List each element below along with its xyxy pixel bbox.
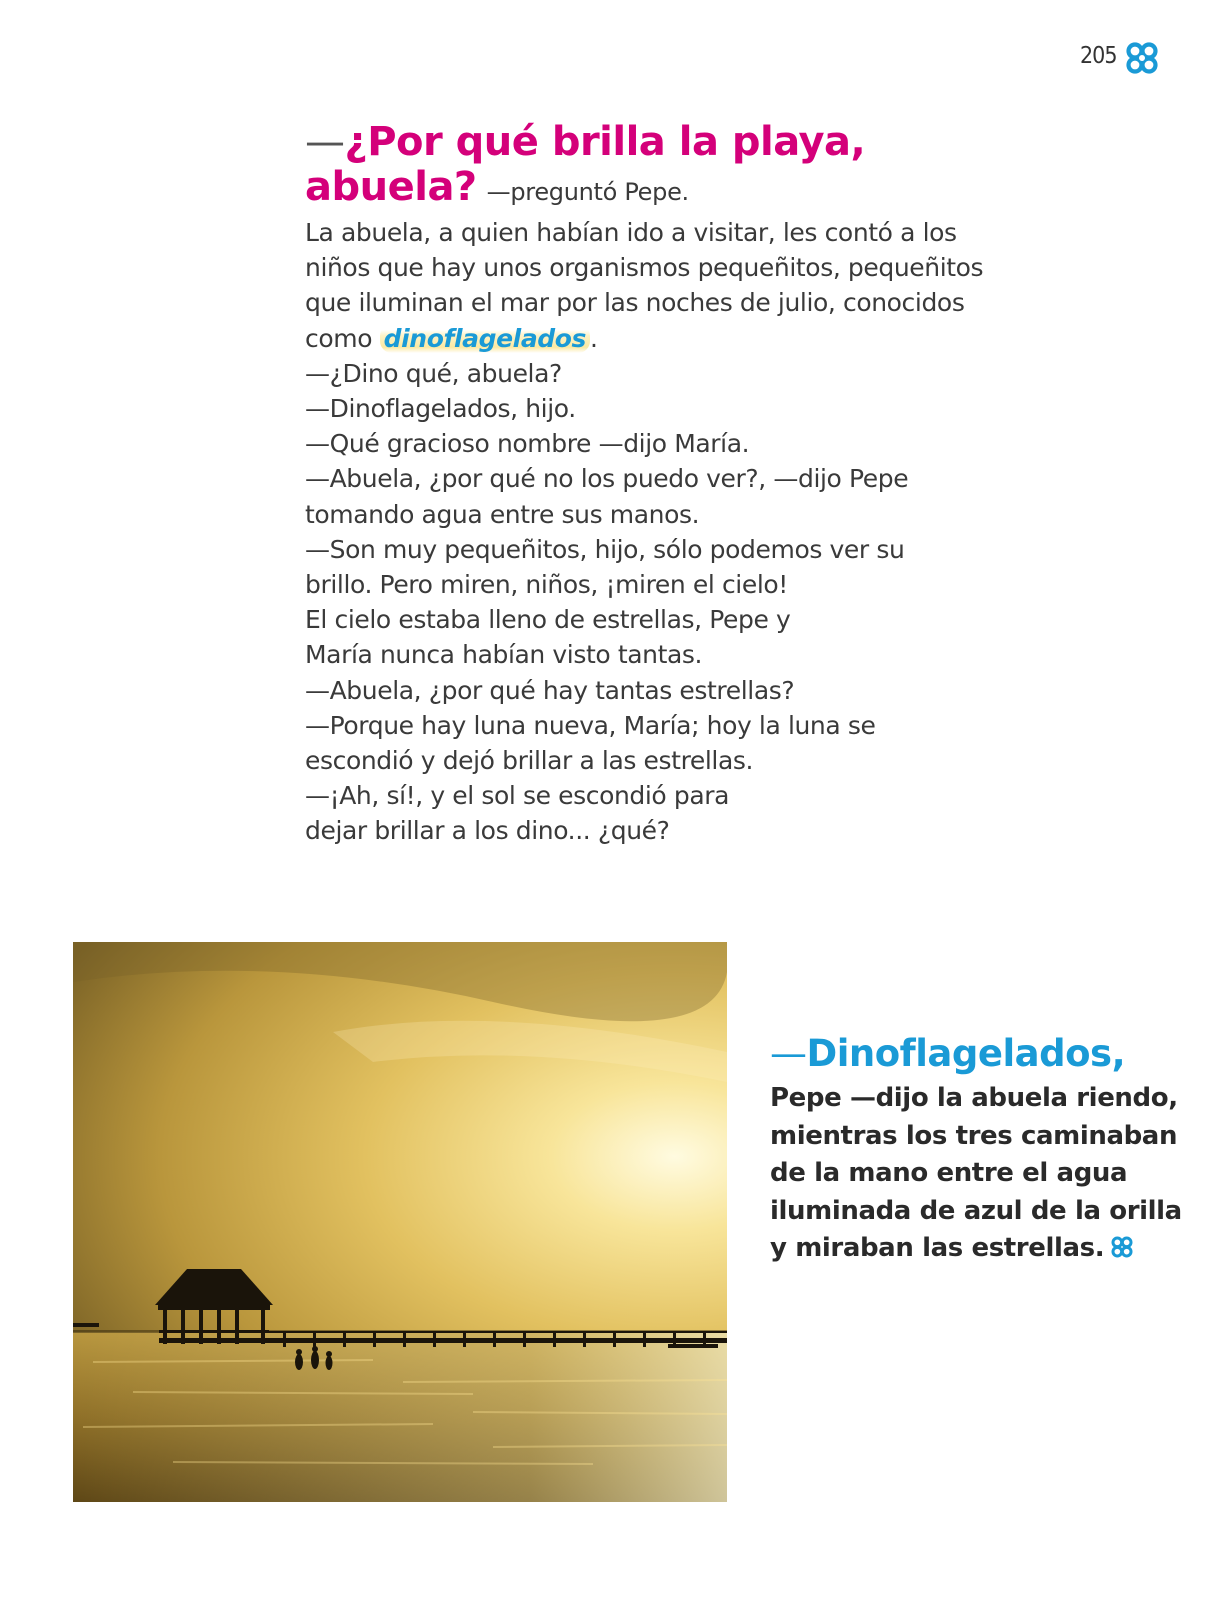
sunset-pier-illustration — [73, 942, 727, 1502]
quatrefoil-knot-icon — [1124, 40, 1160, 76]
dialogue-line: —Son muy pequeñitos, hijo, sólo podemos ver su brillo. Pero miren, niños, ¡miren el cielo! — [305, 534, 905, 600]
story-title-line1 — [305, 120, 995, 165]
dialogue-line: —¿Dino qué, abuela? — [305, 358, 562, 388]
dinoflagelados-highlight: dinoflagelados — [380, 324, 590, 353]
paragraph-end: . — [590, 323, 598, 353]
dialogue-line: —¡Ah, sí!, y el sol se escondió para dejar brillar a los dino... ¿qué? — [305, 781, 730, 846]
story-title-tail: —preguntó Pepe. — [486, 178, 689, 206]
dialogue-line: —Dinoflagelados, hijo. — [305, 394, 576, 424]
page-number: 205 — [1080, 43, 1117, 69]
story-title-line2 — [305, 165, 995, 215]
end-quatrefoil-icon — [1110, 1235, 1134, 1259]
dialogue-line: —Qué gracioso nombre —dijo María. — [305, 429, 750, 459]
title-dash: — — [305, 119, 345, 165]
story-title-abuela: abuela? — [305, 164, 477, 210]
story-title-text: ¿Por qué brilla la playa, — [344, 119, 866, 165]
paragraph-text: La abuela, a quien habían ido a visitar, les contó a los niños que hay unos organismos pequeñitos, pequeñitos que iluminan el mar por las noches de julio, conocidos como — [305, 218, 984, 353]
story-section — [305, 120, 995, 849]
dialogue-line: —Porque hay luna nueva, María; hoy la luna se escondió y dejó brillar a las estrellas. — [305, 710, 876, 776]
closing-title-word: Dinoflagelados — [806, 1032, 1112, 1075]
story-body — [305, 215, 995, 849]
closing-section — [770, 1030, 1190, 1268]
closing-dash: — — [770, 1032, 807, 1075]
story-paragraph — [305, 215, 995, 356]
dialogue-line: —Abuela, ¿por qué no los puedo ver?, —dijo Pepe tomando agua entre sus manos. — [305, 464, 909, 529]
closing-text — [770, 1080, 1190, 1268]
closing-title — [770, 1030, 1190, 1078]
narration-line: El cielo estaba lleno de estrellas, Pepe y María nunca habían visto tantas. — [305, 605, 791, 670]
closing-text-body: Pepe —dijo la abuela riendo, mientras los tres caminaban de la mano entre el agua iluminada de azul de la orilla y miraban las estrellas. — [770, 1083, 1182, 1264]
sunset-pier-photo — [73, 942, 727, 1502]
dialogue-line: —Abuela, ¿por qué hay tantas estrellas? — [305, 675, 795, 705]
closing-comma: , — [1111, 1032, 1126, 1075]
